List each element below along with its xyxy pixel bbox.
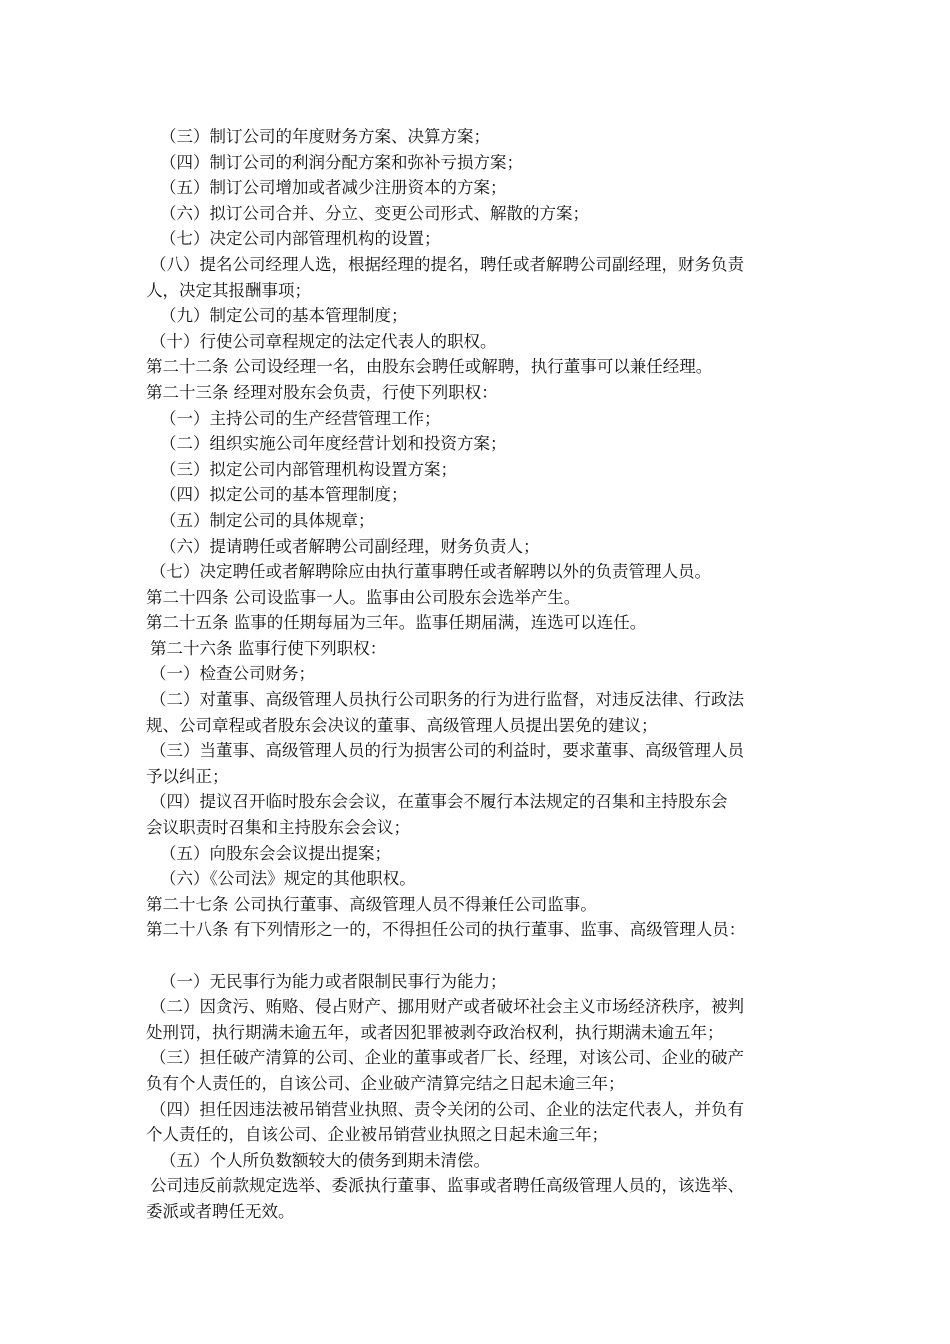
- text-line: （四）制订公司的利润分配方案和弥补亏损方案；: [160, 152, 523, 172]
- text-line: 公司违反前款规定选举、委派执行董事、监事或者聘任高级管理人员的，该选举、: [150, 1176, 744, 1196]
- text-line: （五）个人所负数额较大的债务到期未清偿。: [160, 1150, 490, 1170]
- text-line: （三）担任破产清算的公司、企业的董事或者厂长、经理，对该公司、企业的破产: [150, 1048, 744, 1068]
- text-line: 个人责任的，自该公司、企业被吊销营业执照之日起未逾三年；: [146, 1125, 608, 1145]
- text-line: 人，决定其报酬事项；: [146, 280, 311, 300]
- article-heading: 第二十二条 公司设经理一名，由股东会聘任或解聘，执行董事可以兼任经理。: [146, 357, 713, 377]
- text-line: （九）制定公司的基本管理制度；: [160, 306, 408, 326]
- text-line: （一）检查公司财务；: [150, 664, 315, 684]
- text-line: （四）担任因违法被吊销营业执照、责令关闭的公司、企业的法定代表人，并负有: [150, 1099, 744, 1119]
- text-line: 规、公司章程或者股东会决议的董事、高级管理人员提出罢免的建议；: [146, 715, 658, 735]
- text-line: （八）提名公司经理人选，根据经理的提名，聘任或者解聘公司副经理，财务负责: [150, 254, 744, 274]
- text-line: 委派或者聘任无效。: [146, 1201, 295, 1221]
- text-line: （二）组织实施公司年度经营计划和投资方案；: [160, 434, 507, 454]
- text-line: （七）决定聘任或者解聘除应由执行董事聘任或者解聘以外的负责管理人员。: [150, 562, 711, 582]
- text-line: （七）决定公司内部管理机构的设置；: [160, 229, 441, 249]
- text-line: （五）制定公司的具体规章；: [160, 510, 375, 530]
- text-line: （六）拟订公司合并、分立、变更公司形式、解散的方案；: [160, 203, 589, 223]
- text-line: 会议职责时召集和主持股东会会议；: [146, 818, 410, 838]
- text-line: （六）提请聘任或者解聘公司副经理，财务负责人；: [160, 536, 540, 556]
- text-line: （一）无民事行为能力或者限制民事行为能力；: [160, 971, 507, 991]
- text-line: （三）当董事、高级管理人员的行为损害公司的利益时，要求董事、高级管理人员: [150, 741, 744, 761]
- text-line: （二）因贪污、贿赂、侵占财产、挪用财产或者破坏社会主义市场经济秩序，被判: [150, 997, 744, 1017]
- text-line: （五）向股东会会议提出提案；: [160, 843, 391, 863]
- blank-line: [146, 943, 836, 969]
- text-line: （四）提议召开临时股东会会议，在董事会不履行本法规定的召集和主持股东会: [150, 792, 728, 812]
- article-heading: 第二十五条 监事的任期每届为三年。监事任期届满，连选可以连任。: [146, 613, 647, 633]
- text-line: （三）制订公司的年度财务方案、决算方案；: [160, 127, 490, 146]
- text-line: （三）拟定公司内部管理机构设置方案；: [160, 459, 457, 479]
- text-line: 予以纠正；: [146, 766, 229, 786]
- text-line: 负有个人责任的，自该公司、企业破产清算完结之日起未逾三年；: [146, 1073, 625, 1093]
- text-line: （四）拟定公司的基本管理制度；: [160, 485, 408, 505]
- text-line: （一）主持公司的生产经营管理工作；: [160, 408, 441, 428]
- text-line: 处刑罚，执行期满未逾五年，或者因犯罪被剥夺政治权利，执行期满未逾五年；: [146, 1022, 724, 1042]
- article-heading: 第二十八条 有下列情形之一的，不得担任公司的执行董事、监事、高级管理人员：: [146, 920, 746, 940]
- article-heading: 第二十四条 公司设监事一人。监事由公司股东会选举产生。: [146, 587, 581, 607]
- article-heading: 第二十三条 经理对股东会负责，行使下列职权：: [146, 382, 498, 402]
- article-heading: 第二十七条 公司执行董事、高级管理人员不得兼任公司监事。: [146, 894, 597, 914]
- text-line: （六）《公司法》规定的其他职权。: [160, 869, 416, 889]
- article-heading: 第二十六条 监事行使下列职权：: [150, 638, 387, 658]
- text-line: （十）行使公司章程规定的法定代表人的职权。: [150, 331, 497, 351]
- document-body: [146, 124, 836, 1225]
- text-line: （二）对董事、高级管理人员执行公司职务的行为进行监督，对违反法律、行政法: [150, 690, 744, 710]
- text-line: （五）制订公司增加或者减少注册资本的方案；: [160, 178, 507, 198]
